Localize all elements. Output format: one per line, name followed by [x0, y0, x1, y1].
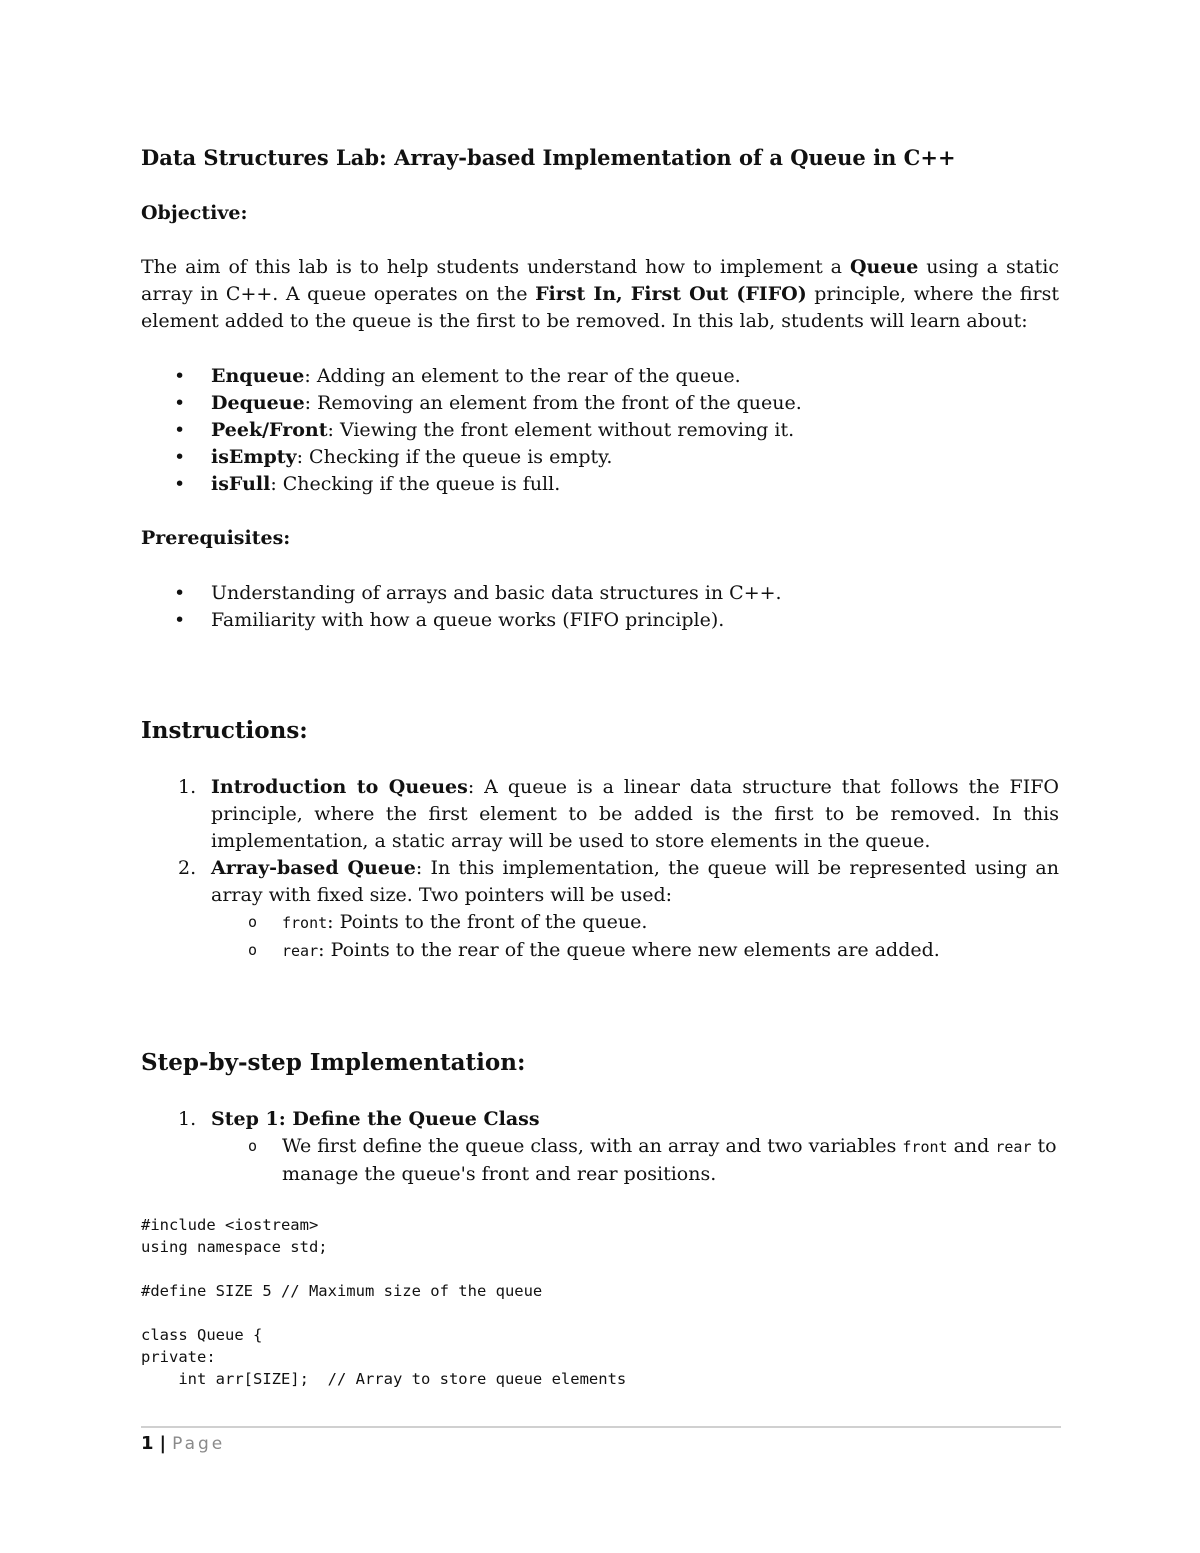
list-item-term: isFull — [211, 473, 271, 495]
bullet-icon: • — [174, 473, 186, 495]
sub-bullet-icon: o — [248, 941, 258, 959]
code-line: private: — [141, 1348, 216, 1366]
step-desc-text-1: We first define the queue class, with an array and two variables — [282, 1135, 903, 1157]
instruction-item-2 — [178, 855, 1059, 909]
page-label: Page — [172, 1434, 226, 1454]
list-item — [174, 417, 795, 444]
document-title: Data Structures Lab: Array-based Implementation of a Queue in C++ — [141, 145, 956, 170]
intro-text-3: principle, where the first element added to the queue is the first to be removed. In this lab, students will learn about: — [141, 283, 1059, 332]
sub-item-desc: : Points to the front of the queue. — [327, 911, 648, 933]
bullet-icon: • — [174, 392, 186, 414]
footer-separator: | — [159, 1433, 167, 1454]
page-footer — [141, 1433, 225, 1454]
code-line: int arr[SIZE]; // Array to store queue elements — [141, 1370, 627, 1388]
intro-bold-queue: Queue — [849, 256, 919, 278]
list-item-term: isEmpty — [211, 446, 297, 468]
code-term: rear — [282, 942, 319, 960]
list-item-desc: : Viewing the front element without removing it. — [327, 419, 795, 441]
step-1-title — [178, 1106, 1059, 1133]
sub-item-front — [248, 909, 1059, 937]
code-line: using namespace std; — [141, 1238, 328, 1256]
list-item-text: Understanding of arrays and basic data structures in C++. — [211, 582, 782, 604]
intro-bold-fifo: First In, First Out (FIFO) — [535, 283, 807, 305]
list-item — [174, 363, 741, 390]
list-item-desc: : A queue is a linear data structure that follows the FIFO principle, where the first element to be added is the first to be removed. In this implementation, a static array will be used to store elements in the queue. — [211, 776, 1059, 852]
instruction-item-1 — [178, 774, 1059, 855]
list-number: 1. — [178, 1108, 197, 1130]
bullet-icon: • — [174, 609, 186, 631]
code-line: #include <iostream> — [141, 1216, 319, 1234]
list-number: 1. — [178, 776, 197, 798]
list-item — [174, 607, 725, 634]
list-item-term: Introduction to Queues — [211, 776, 468, 798]
bullet-icon: • — [174, 419, 186, 441]
list-item — [174, 580, 782, 607]
sub-item-rear — [248, 937, 1059, 965]
list-item-text: Familiarity with how a queue works (FIFO principle). — [211, 609, 725, 631]
list-item-term: Peek/Front — [211, 419, 328, 441]
code-term: rear — [995, 1138, 1032, 1156]
footer-divider — [141, 1426, 1061, 1428]
list-item-desc: : In this implementation, the queue will be represented using an array with fixed size. Two pointers will be used: — [211, 857, 1059, 906]
implementation-heading: Step-by-step Implementation: — [141, 1049, 526, 1076]
bullet-icon: • — [174, 365, 186, 387]
objective-heading: Objective: — [141, 202, 248, 224]
code-block — [141, 1214, 626, 1390]
objective-intro — [141, 254, 1059, 335]
page-number: 1 — [141, 1433, 154, 1454]
list-item-desc: : Removing an element from the front of the queue. — [304, 392, 802, 414]
step-desc-text-2: and — [947, 1135, 996, 1157]
list-item — [174, 471, 561, 498]
list-item-term: Enqueue — [211, 365, 305, 387]
prerequisites-heading: Prerequisites: — [141, 527, 291, 549]
code-line: class Queue { — [141, 1326, 263, 1344]
list-number: 2. — [178, 857, 197, 879]
instructions-heading: Instructions: — [141, 717, 308, 744]
bullet-icon: • — [174, 446, 186, 468]
code-term: front — [282, 914, 328, 932]
bullet-icon: • — [174, 582, 186, 604]
list-item — [174, 390, 802, 417]
code-line — [141, 1258, 626, 1280]
intro-text-1: The aim of this lab is to help students understand how to implement a — [141, 256, 850, 278]
sub-bullet-icon: o — [248, 913, 258, 931]
step-1-description — [248, 1133, 1059, 1188]
step-desc-text-3: to manage the queue's front and rear positions. — [282, 1135, 1057, 1185]
intro-text-2: using a static array in C++. A queue operates on the — [141, 256, 1060, 305]
sub-item-desc: : Points to the rear of the queue where new elements are added. — [318, 939, 940, 961]
list-item-term: Dequeue — [211, 392, 305, 414]
list-item-term: Array-based Queue — [211, 857, 416, 879]
code-term: front — [902, 1138, 948, 1156]
list-item-desc: : Checking if the queue is empty. — [296, 446, 613, 468]
code-line — [141, 1302, 626, 1324]
list-item-desc: : Checking if the queue is full. — [270, 473, 561, 495]
step-title-text: Step 1: Define the Queue Class — [211, 1108, 540, 1130]
sub-bullet-icon: o — [248, 1137, 258, 1155]
list-item — [174, 444, 613, 471]
code-line: #define SIZE 5 // Maximum size of the queue — [141, 1282, 543, 1300]
list-item-desc: : Adding an element to the rear of the queue. — [304, 365, 741, 387]
